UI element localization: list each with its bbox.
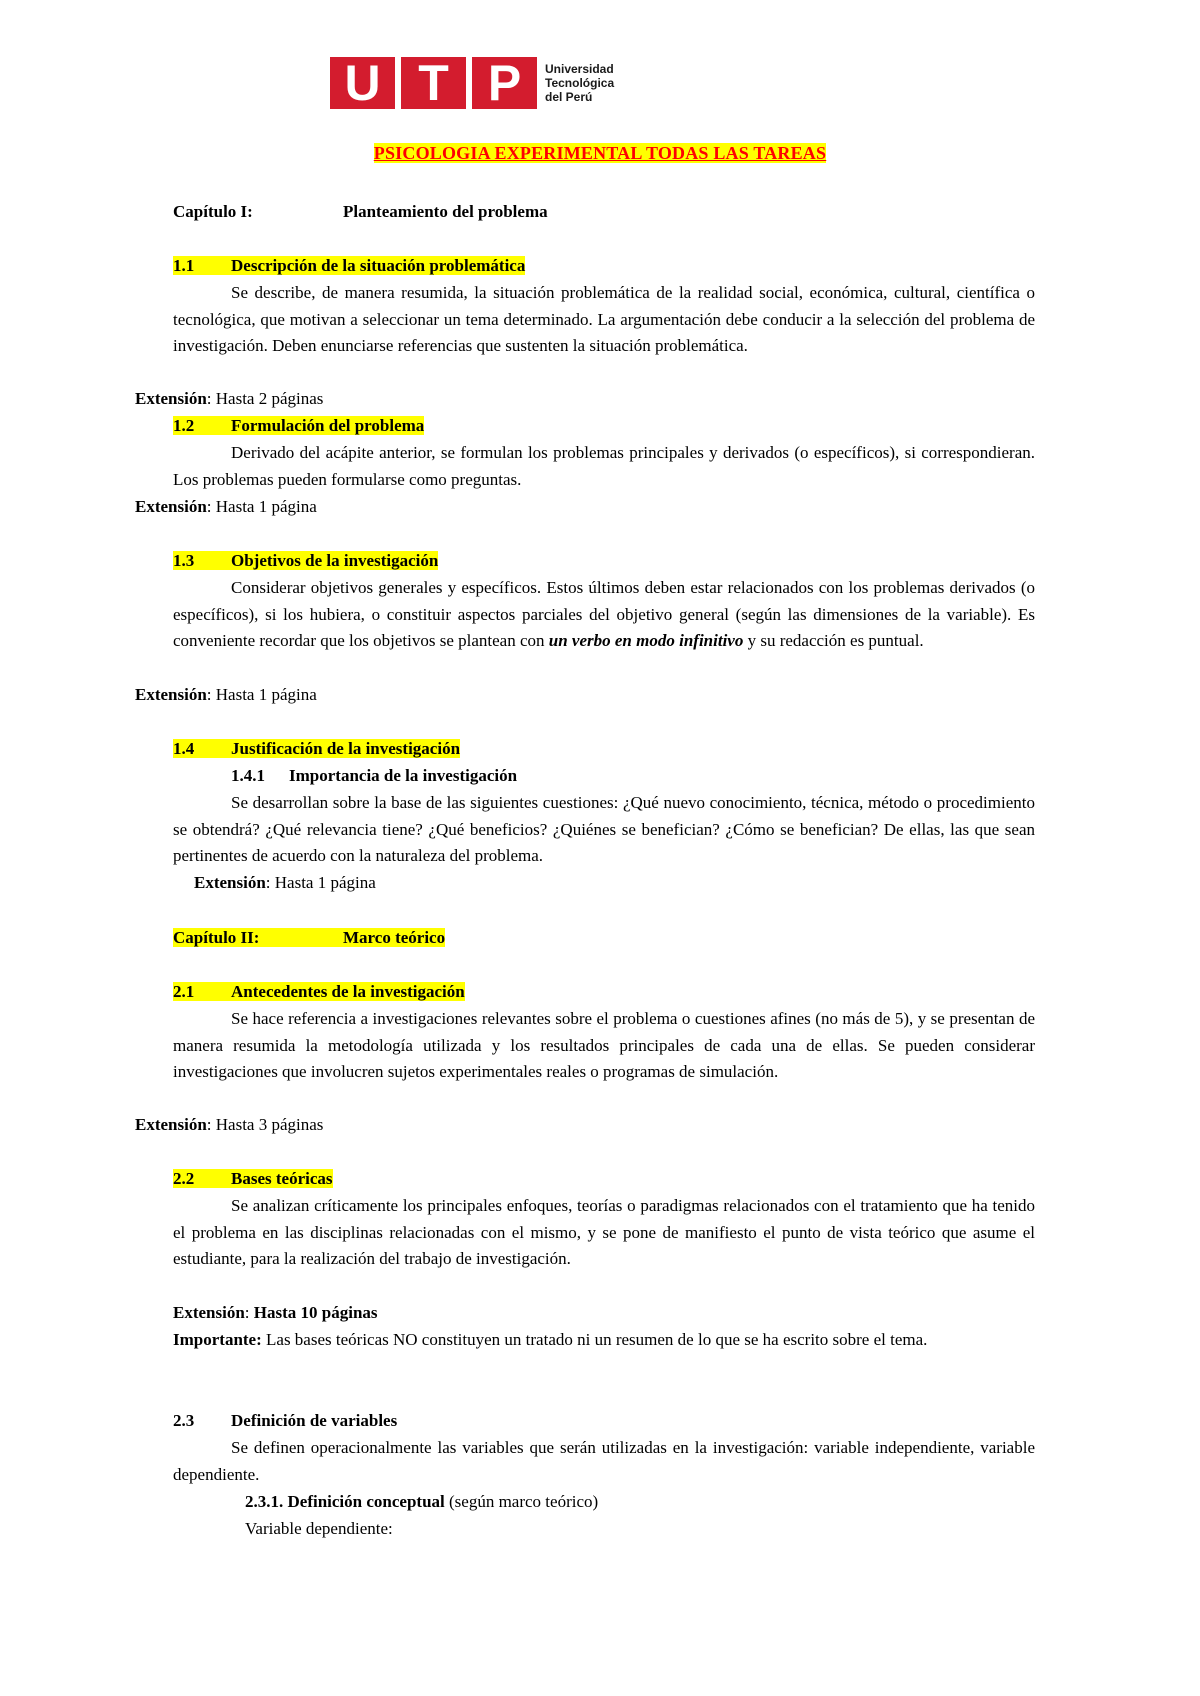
logo-letter-t: T (418, 55, 449, 111)
utp-logo-mark-t (401, 57, 466, 109)
section-1-3-body: Considerar objetivos generales y específicos. Estos últimos deben estar relacionados con los problemas derivados (o específicos), si los hubiera, o constituir aspectos parciales del objetivo general (según las dimensiones de la variable). Es conveniente recordar que los objetivos se plantean con un verbo en modo infinitivo y su redacción es puntual. (173, 578, 1035, 650)
section-1-2-body: Derivado del acápite anterior, se formulan los problemas principales y derivados (o específicos), si correspondieran. Los problemas pueden formularse como preguntas. (173, 443, 1035, 489)
section-1-4-1-heading: 1.4.1 Importancia de la investigación (231, 766, 518, 785)
variable-dependiente-label: Variable dependiente: (245, 1519, 393, 1538)
section-1-1-body: Se describe, de manera resumida, la situación problemática de la realidad social, económica, cultural, científica o tecnológica, que motivan a seleccionar un tema determinado. La argumentación debe conducir a la selección del problema de investigación. Deben enunciarse referencias que sustenten la situación problemática. (173, 283, 1035, 355)
section-1-1-heading: 1.1 Descripción de la situación problemática (173, 256, 526, 275)
section-1-4-heading: 1.4 Justificación de la investigación (173, 739, 461, 758)
section-1-2-heading: 1.2 Formulación del problema (173, 416, 425, 435)
chapter-1-heading: Capítulo I: Planteamiento del problema (173, 202, 548, 221)
document-title: PSICOLOGIA EXPERIMENTAL TODAS LAS TAREAS (373, 143, 827, 163)
section-2-2-heading: 2.2 Bases teóricas (173, 1169, 333, 1188)
section-2-2-important-note: Importante: Las bases teóricas NO constituyen un tratado ni un resumen de lo que se ha escrito sobre el tema. (173, 1330, 928, 1349)
utp-logo-mark-p (472, 57, 537, 109)
section-1-2-extension: Extensión: Hasta 1 página (135, 497, 317, 516)
logo-letter-u: U (344, 55, 381, 111)
logo-letter-p: P (487, 55, 522, 111)
logo-university-name: Universidad Tecnológica del Perú (545, 62, 615, 104)
section-2-2-body: Se analizan críticamente los principales enfoques, teorías o paradigmas relacionados con el tratamiento que ha tenido el problema en las disciplinas relacionadas con el mismo, y se pone de manifiesto el punto de vista teórico que asume el estudiante, para la realización del trabajo de investigación. (173, 1196, 1035, 1268)
section-2-1-body: Se hace referencia a investigaciones relevantes sobre el problema o cuestiones afines (no más de 5), y se presentan de manera resumida la metodología utilizada y los resultados principales de cada una de ellas. Se pueden considerar investigaciones que involucren sujetos experimentales reales o programas de simulación. (173, 1009, 1035, 1081)
section-1-4-body: Se desarrollan sobre la base de las siguientes cuestiones: ¿Qué nuevo conocimiento, técnica, método o procedimiento se obtendrá? ¿Qué relevancia tiene? ¿Qué beneficios? ¿Quiénes se benefician? ¿Cómo se benefician? De ellas, las que sean pertinentes de acuerdo con la naturaleza del problema. (173, 793, 1035, 865)
section-2-3-1-heading: 2.3.1. Definición conceptual (según marco teórico) (245, 1492, 599, 1511)
chapter-2-heading: Capítulo II: Marco teórico (173, 928, 446, 947)
utp-logo (330, 57, 614, 109)
section-2-2-extension: Extensión: Hasta 10 páginas (173, 1303, 378, 1322)
section-2-3-heading: 2.3 Definición de variables (173, 1411, 398, 1430)
section-1-3-extension: Extensión: Hasta 1 página (135, 685, 317, 704)
section-2-1-extension: Extensión: Hasta 3 páginas (135, 1115, 324, 1134)
section-1-1-extension: Extensión: Hasta 2 páginas (135, 389, 324, 408)
utp-logo-mark (330, 57, 395, 109)
section-1-3-heading: 1.3 Objetivos de la investigación (173, 551, 439, 570)
section-2-1-heading: 2.1 Antecedentes de la investigación (173, 982, 465, 1001)
section-2-3-body: Se definen operacionalmente las variables que serán utilizadas en la investigación: variable independiente, variable dependiente. (173, 1438, 1035, 1484)
section-1-4-extension: Extensión: Hasta 1 página (194, 873, 376, 892)
